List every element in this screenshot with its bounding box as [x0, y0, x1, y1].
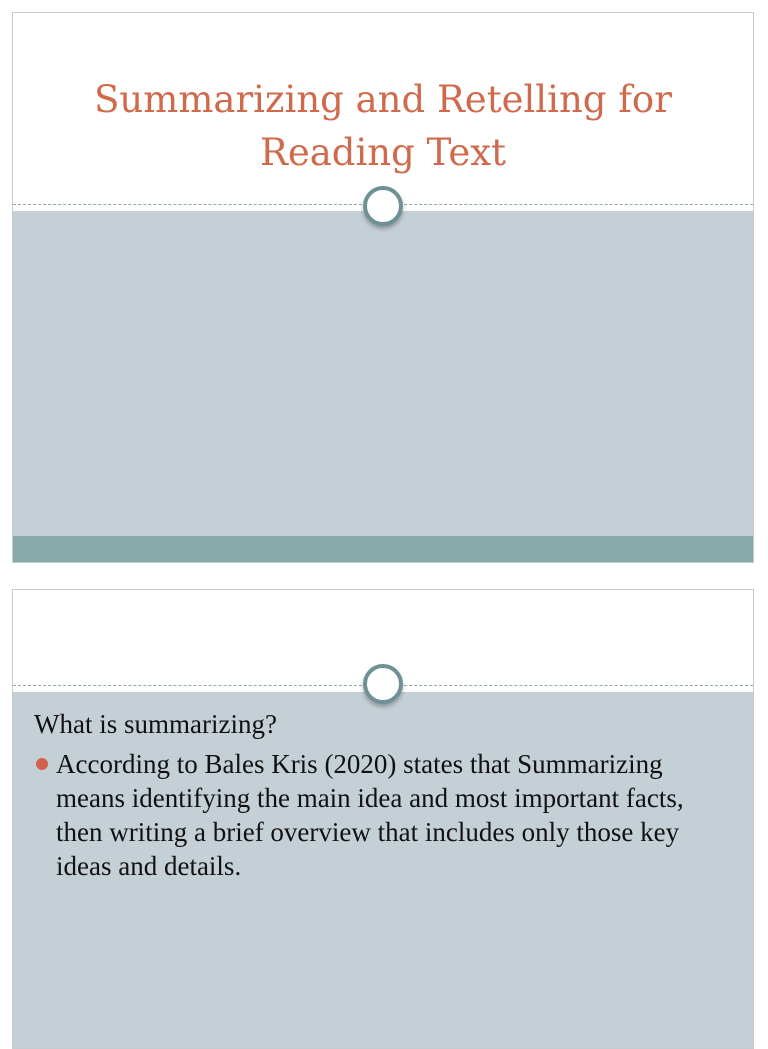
circle-ornament-icon	[363, 186, 403, 226]
slide-body-area	[13, 211, 753, 536]
slide-content-text	[34, 707, 733, 883]
question-heading: What is summarizing?	[34, 709, 277, 739]
slide-header-area	[13, 13, 753, 203]
slide-title	[12, 12, 754, 563]
slide-title-text: Summarizing and Retelling for Reading Text	[94, 78, 672, 174]
circle-ornament-icon	[363, 664, 403, 704]
slide-content	[12, 589, 754, 1049]
slide-footer-bar	[13, 536, 753, 562]
bullet-dot-icon	[36, 758, 48, 770]
bullet-item	[34, 747, 733, 883]
bullet-text: According to Bales Kris (2020) states that Summarizing means identifying the main idea and most important facts, then writing a brief overview that includes only those key ideas and details.	[56, 749, 684, 881]
